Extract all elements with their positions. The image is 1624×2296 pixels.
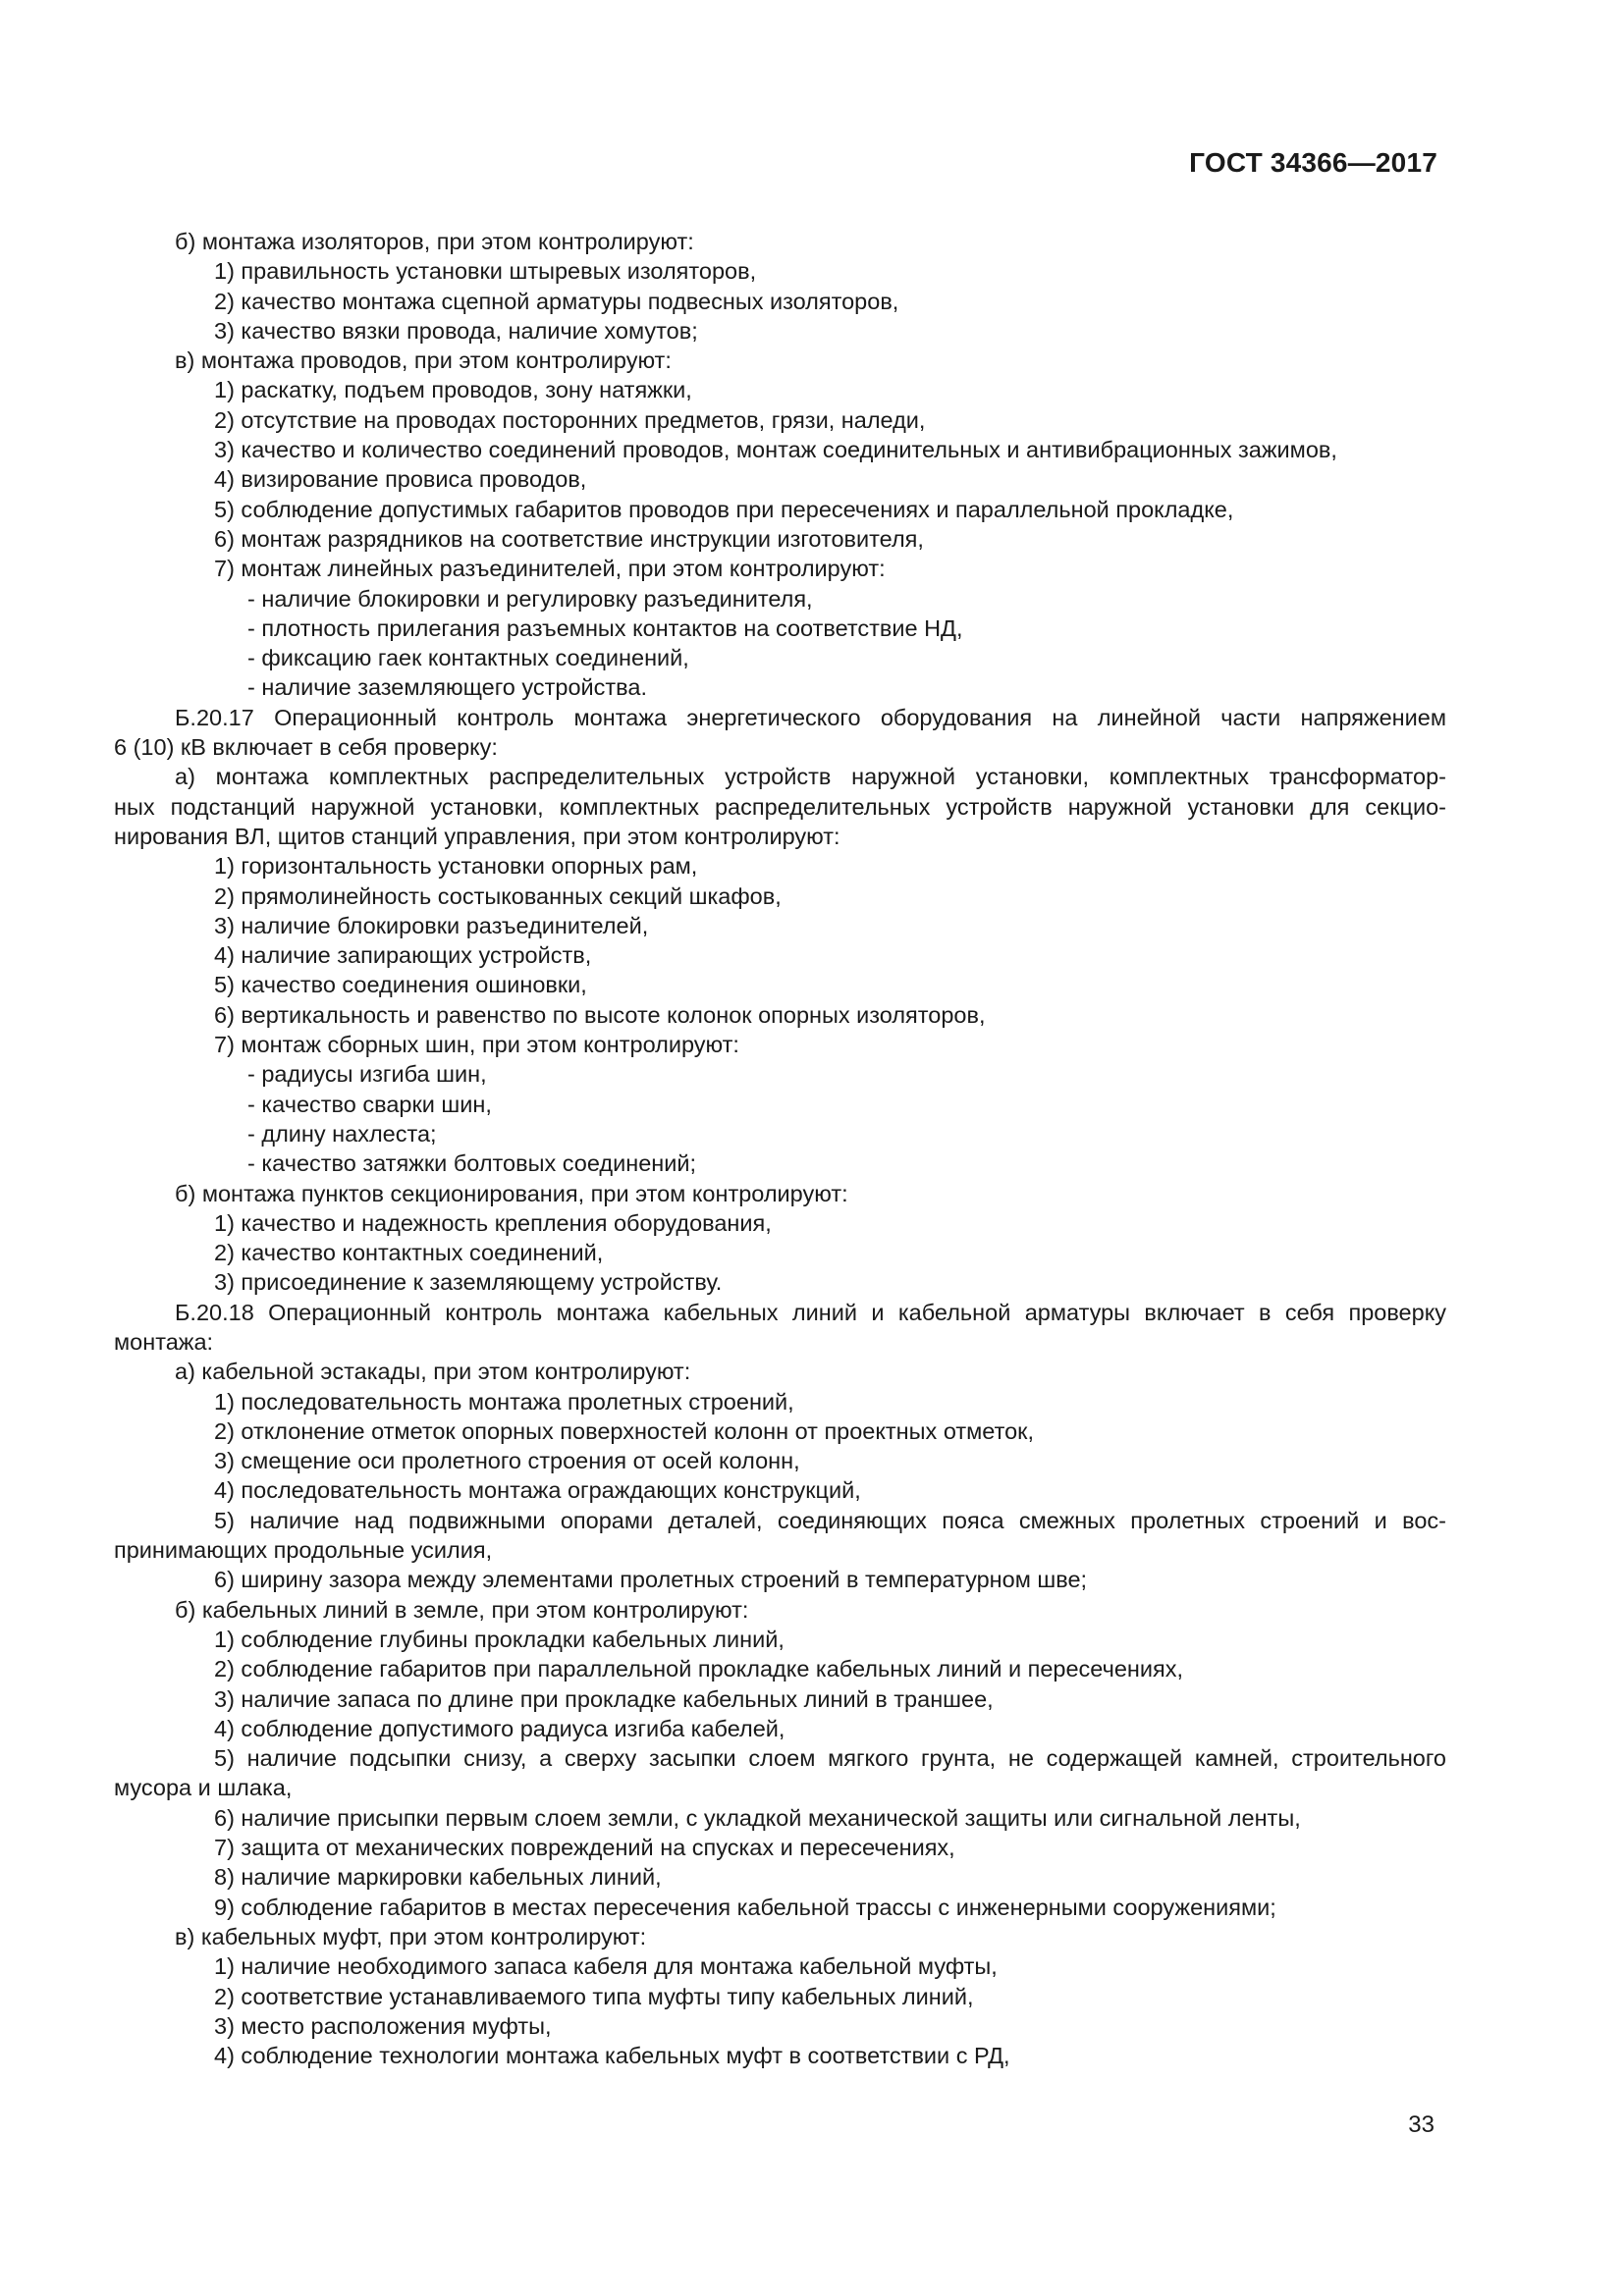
text-line: - качество затяжки болтовых соединений;	[247, 1150, 697, 1177]
text-line: мусора и шлака,	[114, 1775, 293, 1801]
text-line: - качество сварки шин,	[247, 1091, 492, 1117]
text-line: 1) качество и надежность крепления оборудования,	[214, 1209, 772, 1236]
text-line: 1) правильность установки штыревых изоляторов,	[214, 258, 757, 285]
text-line: а) кабельной эстакады, при этом контролируют:	[175, 1359, 691, 1385]
text-line: - фиксацию гаек контактных соединений,	[247, 645, 689, 671]
text-line: монтажа:	[114, 1328, 214, 1355]
text-line: 2) отсутствие на проводах посторонних предметов, грязи, наледи,	[214, 406, 926, 433]
text-line: 5) качество соединения ошиновки,	[214, 972, 587, 998]
text-line: - наличие блокировки и регулировку разъединителя,	[247, 585, 813, 612]
text-line: 5) наличие над подвижными опорами деталей, соединяющих пояса смежных пролетных строений и вос-	[214, 1507, 1446, 1533]
text-line: 9) соблюдение габаритов в местах пересечения кабельной трассы с инженерными сооружениями;	[214, 1894, 1276, 1920]
text-line: 1) последовательность монтажа пролетных строений,	[214, 1388, 794, 1415]
text-line: 4) последовательность монтажа ограждающих конструкций,	[214, 1477, 861, 1504]
text-line: 6) монтаж разрядников на соответствие инструкции изготовителя,	[214, 525, 924, 552]
text-line: 2) прямолинейность состыкованных секций шкафов,	[214, 882, 782, 909]
page-number: 33	[1408, 2111, 1435, 2138]
text-line: нирования ВЛ, щитов станций управления, при этом контролируют:	[114, 823, 840, 849]
text-line: 2) отклонение отметок опорных поверхностей колонн от проектных отметок,	[214, 1417, 1034, 1444]
text-line: 2) качество контактных соединений,	[214, 1240, 604, 1266]
text-line: 4) визирование провиса проводов,	[214, 466, 587, 493]
text-line: 3) качество вязки провода, наличие хомутов;	[214, 317, 698, 344]
text-line: - длину нахлеста;	[247, 1120, 437, 1147]
text-line: 4) наличие запирающих устройств,	[214, 942, 592, 969]
text-line: - наличие заземляющего устройства.	[247, 674, 647, 701]
text-line: 3) наличие блокировки разъединителей,	[214, 912, 649, 938]
text-line: 7) монтаж линейных разъединителей, при этом контролируют:	[214, 556, 886, 582]
text-line: 2) соответствие устанавливаемого типа муфты типу кабельных линий,	[214, 1983, 974, 2009]
text-line: Б.20.18 Операционный контроль монтажа кабельных линий и кабельной арматуры включает в себя проверку	[175, 1299, 1446, 1325]
text-line: б) монтажа изоляторов, при этом контролируют:	[175, 229, 694, 254]
text-line: 7) защита от механических повреждений на спусках и пересечениях,	[214, 1835, 955, 1861]
text-line: 3) наличие запаса по длине при прокладке кабельных линий в траншее,	[214, 1685, 994, 1712]
text-line: 2) соблюдение габаритов при параллельной прокладке кабельных линий и пересечениях,	[214, 1656, 1184, 1682]
text-line: - радиусы изгиба шин,	[247, 1061, 487, 1088]
text-line: 2) качество монтажа сцепной арматуры подвесных изоляторов,	[214, 288, 899, 314]
text-line: Б.20.17 Операционный контроль монтажа энергетического оборудования на линейной части напряжением	[175, 704, 1446, 730]
text-line: 4) соблюдение технологии монтажа кабельных муфт в соответствии с РД,	[214, 2043, 1010, 2069]
text-line: а) монтажа комплектных распределительных устройств наружной установки, комплектных трансформатор-	[175, 764, 1446, 790]
text-line: б) кабельных линий в земле, при этом контролируют:	[175, 1596, 749, 1623]
text-line: 1) раскатку, подъем проводов, зону натяжки,	[214, 377, 692, 403]
text-line: 3) присоединение к заземляющему устройству.	[214, 1269, 723, 1296]
text-line: 4) соблюдение допустимого радиуса изгиба кабелей,	[214, 1715, 785, 1741]
text-line: ных подстанций наружной установки, комплектных распределительных устройств наружной установки для секцио-	[114, 793, 1446, 820]
text-line: 8) наличие маркировки кабельных линий,	[214, 1864, 662, 1891]
text-line: 6) ширину зазора между элементами пролетных строений в температурном шве;	[214, 1567, 1088, 1593]
text-line: принимающих продольные усилия,	[114, 1537, 493, 1564]
standard-header: ГОСТ 34366—2017	[1189, 147, 1437, 178]
text-line: 1) соблюдение глубины прокладки кабельных линий,	[214, 1626, 785, 1652]
text-line: 5) соблюдение допустимых габаритов проводов при пересечениях и параллельной прокладке,	[214, 496, 1234, 522]
text-line: б) монтажа пунктов секционирования, при этом контролируют:	[175, 1180, 848, 1206]
text-line: - плотность прилегания разъемных контактов на соответствие НД,	[247, 614, 963, 641]
text-line: 3) смещение оси пролетного строения от осей колонн,	[214, 1448, 800, 1474]
text-line: в) монтажа проводов, при этом контролируют:	[175, 347, 672, 374]
text-line: 7) монтаж сборных шин, при этом контролируют:	[214, 1032, 739, 1058]
text-line: 3) место расположения муфты,	[214, 2012, 552, 2039]
text-line: 6 (10) кВ включает в себя проверку:	[114, 734, 498, 761]
text-line: в) кабельных муфт, при этом контролируют:	[175, 1923, 647, 1949]
text-line: 6) наличие присыпки первым слоем земли, с укладкой механической защиты или сигнальной ленты,	[214, 1804, 1301, 1831]
text-line: 1) наличие необходимого запаса кабеля для монтажа кабельной муфты,	[214, 1953, 998, 1980]
text-line: 1) горизонтальность установки опорных рам,	[214, 853, 698, 880]
text-line: 6) вертикальность и равенство по высоте колонок опорных изоляторов,	[214, 1001, 986, 1028]
text-line: 3) качество и количество соединений проводов, монтаж соединительных и антивибрационных зажимов,	[214, 437, 1337, 463]
text-line: 5) наличие подсыпки снизу, а сверху засыпки слоем мягкого грунта, не содержащей камней, строительного	[214, 1745, 1446, 1772]
document-body	[114, 227, 1446, 2070]
